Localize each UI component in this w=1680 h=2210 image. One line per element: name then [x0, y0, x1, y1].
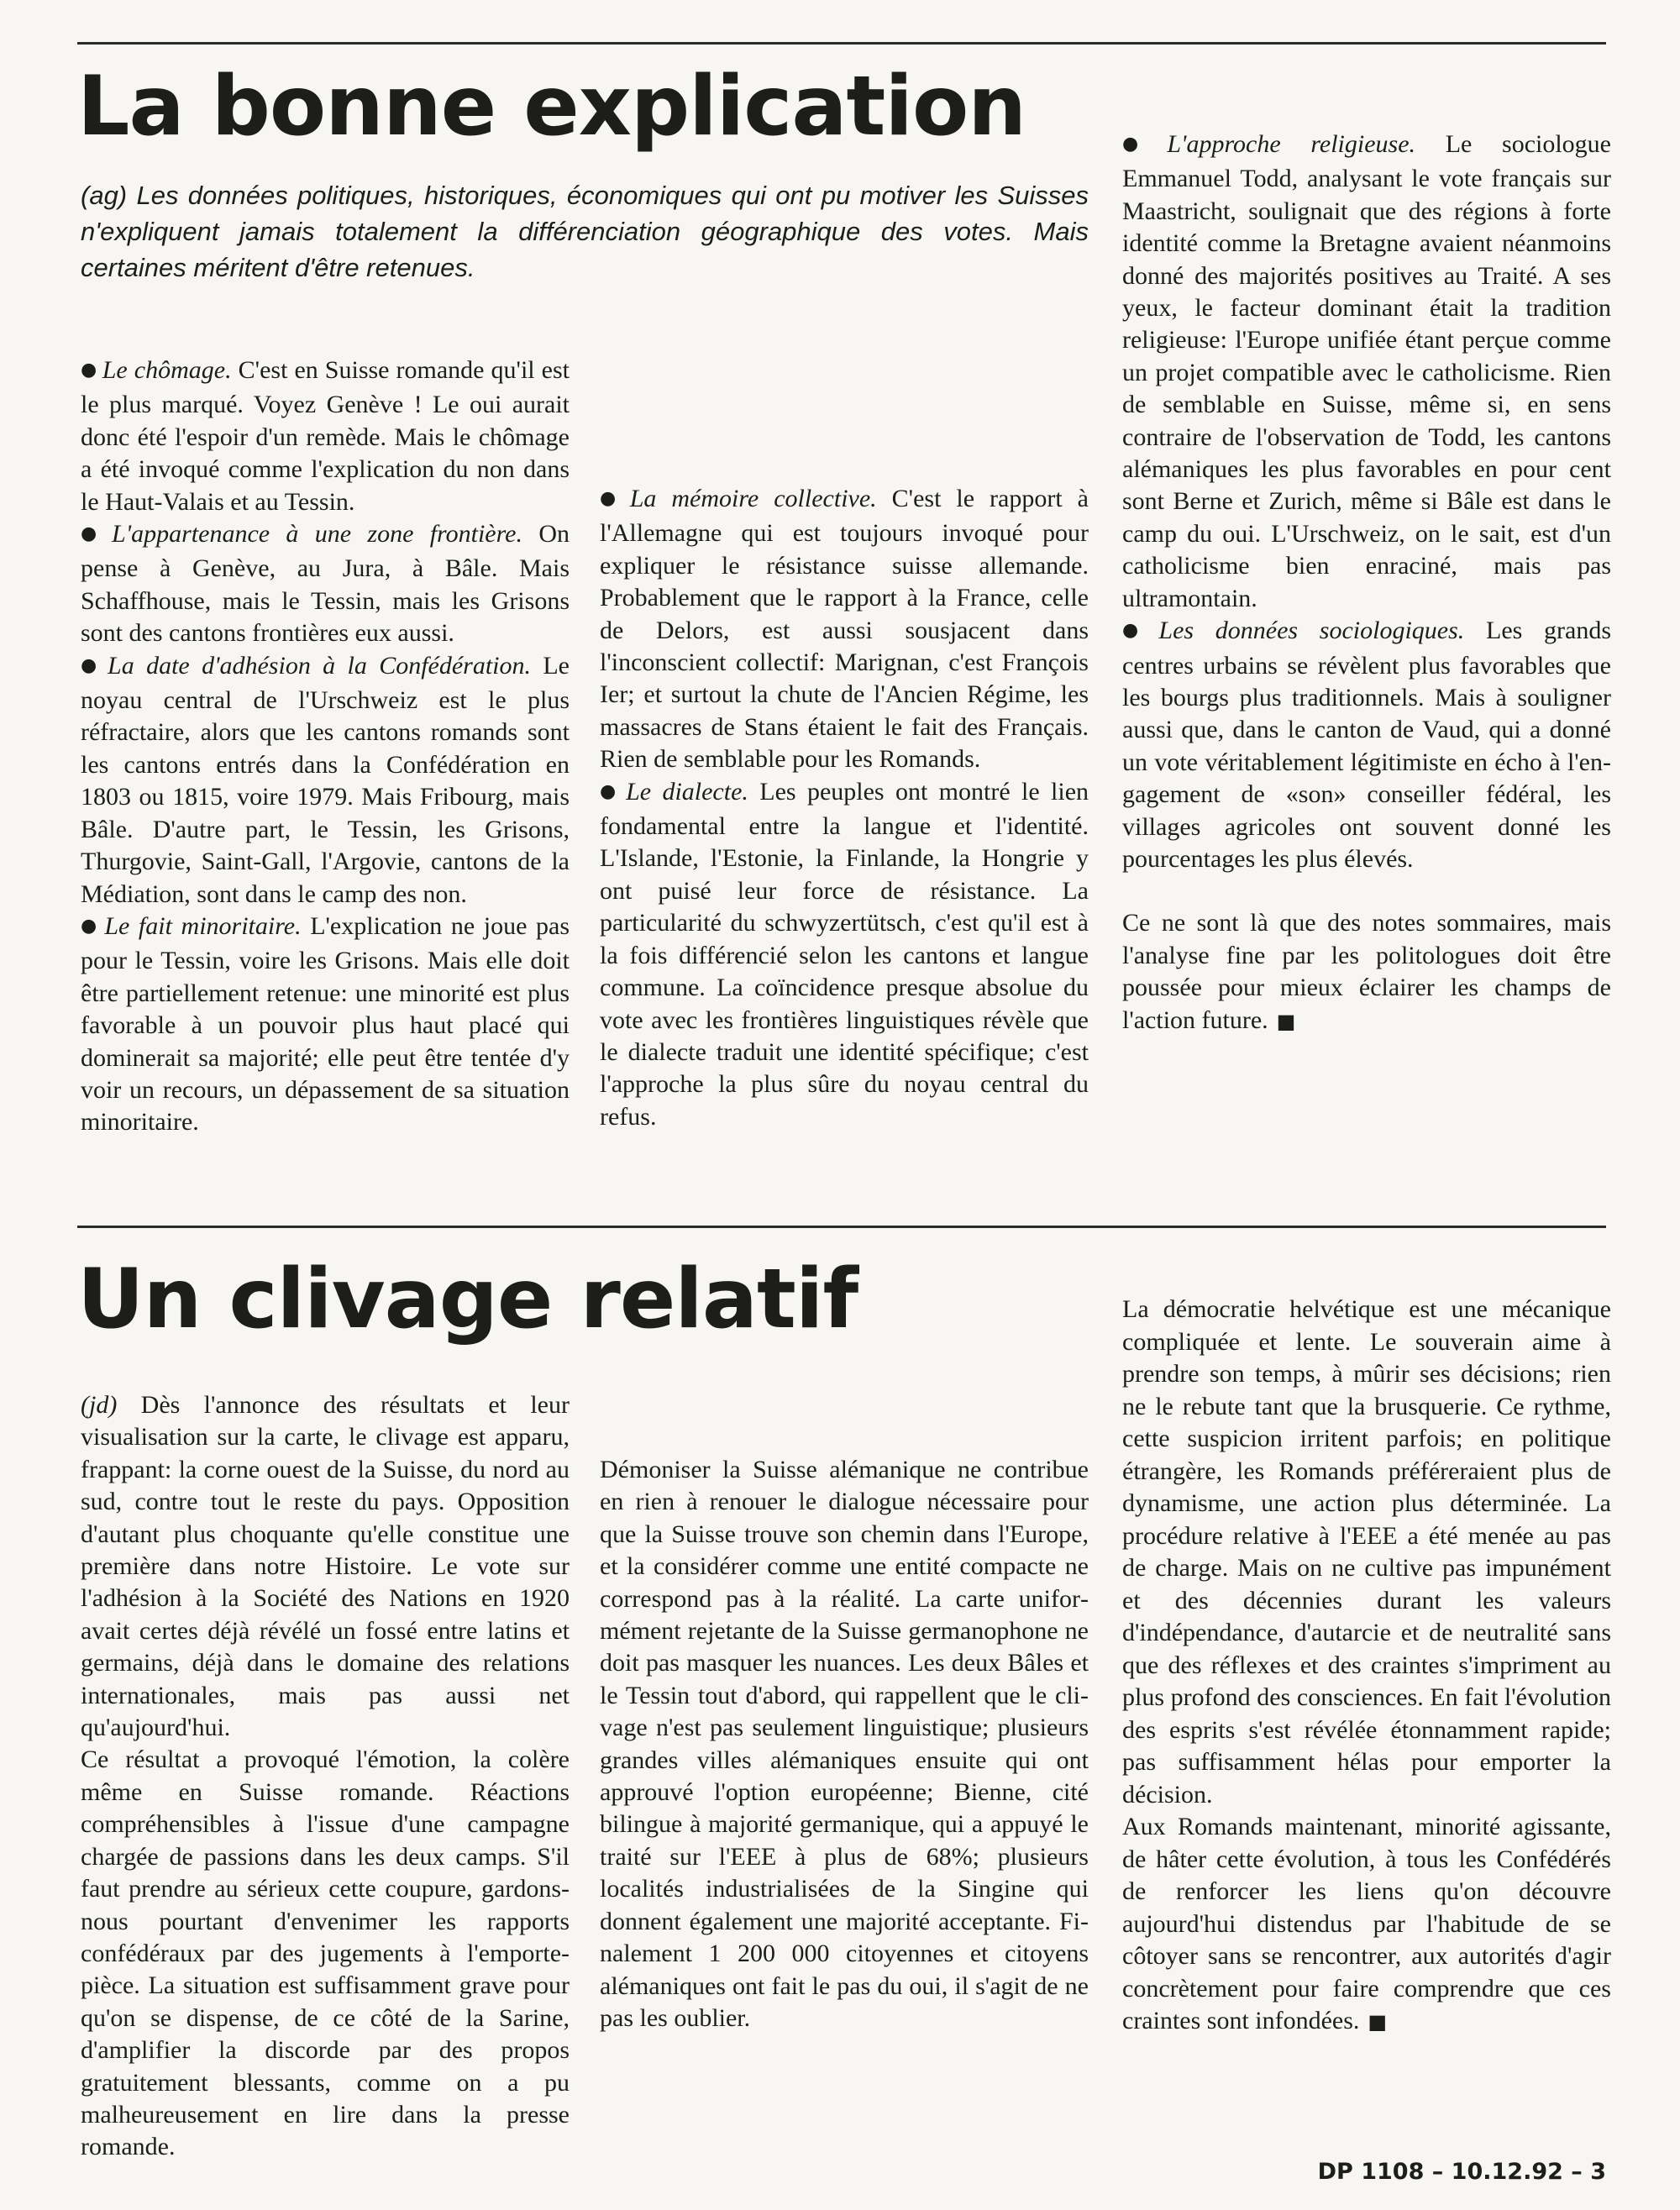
bullet-icon: ● [81, 523, 108, 545]
article2-paragraph-1: (jd) Dès l'annonce des résultats et leur visualisation sur la carte, le clivage est apparu, frappant: la corne ouest de la Suisse, du nord au sud, contre tout le reste du pays. Opposition d'autant plus choquante qu'elle constitue une première dans notre Histoire. Le vote sur l'adhésion à la Société des Nations en 1920 avait certes déjà révélé un fossé entre latins et germains, déjà dans le domaine des relations internationales, mais pas aussi net qu'aujourd'hui. [81, 1391, 570, 1742]
article2-paragraph-3: Démoniser la Suisse alémanique ne contribue en rien à renouer le dialogue nécessaire pour que la Suisse trouve son chemin dans l'Europe, et la considérer comme une entité compacte ne correspond pas à la réalité. La carte uniformément rejetante de la Suisse germanophone ne doit pas masquer les nuances. Les deux Bâles et le Tessin tout d'abord, qui rappellent que le clivage n'est pas seulement linguistique; plusieurs grandes villes alémaniques ensuite qui ont approuvé l'option européenne; Bienne, cité bilingue à majorité germanique, qui a appuyé le traité sur l'EEE à plus de 68%; plusieurs localités industrialisées de la Singine qui donnent également une majorité acceptante. Finalement 1 200 000 citoyennes et citoyens alémaniques ont fait le pas du oui, il s'agit de ne pas les oublier. [600, 1456, 1089, 2032]
item-memoire-collective: ● La mémoire collective. C'est le rapport à l'Allemagne qui est toujours invoqué pour expliquer le résistance suisse allemande. Probablement que le rapport à la France, celle de Delors, est aussi sousjacent dans l'inconscient collectif: Marignan, c'est François Ier; et surtout la chute de l'Ancien Régime, les massacres de Stans étaient le fait des Français. Rien de semblable pour les Romands. [600, 485, 1089, 774]
item-donnees-sociologiques: ● Les données sociologiques. Les grands centres urbains se révèlent plus favorables que les bourgs plus traditionnels. Mais à souligner aussi que, dans le canton de Vaud, qui a donné un vote véritablement légitimiste en écho à l'engagement de «son» conseiller fédéral, les villages agricoles ont souvent donné les pourcentages les plus élevés. [1122, 617, 1612, 873]
top-rule [77, 42, 1606, 45]
end-square-icon: ■ [1276, 1009, 1296, 1033]
page-footer: DP 1108 – 10.12.92 – 3 [1317, 2159, 1606, 2185]
item-chomage: ● Le chômage. C'est en Suisse romande qu'il est le plus marqué. Voyez Genève ! Le oui aurait donc été l'espoir d'un remède. Mais le chômage a été invoqué comme l'explication du non dans le Haut-Valais et au Tessin. [81, 356, 570, 516]
article2-title: Un clivage relatif [77, 1252, 858, 1347]
article2-paragraph-4: La démocratie helvétique est une mécanique compliquée et lente. Le souverain aime à prendre son temps, à mûrir ses décisions; rien ne le rebute tant que la brusquerie. Ce rythme, cette suspicion irritent parfois; en politique étrangère, les Romands préféreraient plus de dynamisme, une action plus déterminée. La procédure relative à l'EEE a été menée au pas de charge. Mais on ne cultive pas impunément et des décennies durant les valeurs d'indépendance, d'autarcie et de neutralité sans que des réflexes et des craintes s'impriment au plus profond des consciences. En fait l'évolution des esprits s'est révélée étonnamment rapide; pas suffisamment hélas pour emporter la décision. [1122, 1295, 1611, 1808]
article1-title: La bonne explication [77, 59, 1026, 155]
middle-rule [77, 1226, 1606, 1228]
article1-column-2 [600, 483, 1089, 1133]
article2-paragraph-5: Aux Romands maintenant, minorité agissante, de hâter cette évolution, à tous les Confédérés de renforcer les liens qu'on découvre aujourd'hui distendus par l'habitude de se côtoyer sans se rencontrer, aux autorités d'agir concrètement pour faire comprendre que ces craintes sont infondées. ■ [1122, 1813, 1611, 2034]
article2-author: (jd) [81, 1391, 118, 1419]
article1-conclusion: Ce ne sont là que des notes sommaires, mais l'analyse fine par les politologues doit être poussée pour mieux éclairer les champs de l'action future. ■ [1122, 909, 1611, 1034]
bullet-icon: ● [81, 915, 100, 937]
bullet-icon: ● [81, 654, 103, 676]
article1-column-1 [81, 354, 570, 1139]
item-dialecte: ● Le dialecte. Les peuples ont montré le lien fondamental entre la langue et l'identité. L'Islande, l'Estonie, la Finlande, la Hongrie y ont puisé leur force de résistance. La particularité du schwyzertütsch, c'est qu'il est à la fois différencié selon les cantons et langue commune. La coïncidence presque absolue du vote avec les frontières linguistiques révèle que le dialecte traduit une identité spécifique; c'est l'approche la plus sûre du noyau central du refus. [600, 777, 1089, 1131]
item-date-adhesion: ● La date d'adhésion à la Confédération. Le noyau central de l'Urschweiz est le plus réfractaire, alors que les cantons romands sont les cantons entrés dans la Confédération en 1803 ou 1815, voire 1979. Mais Fribourg, mais Bâle. D'autre part, le Tessin, les Grisons, Thurgovie, Saint-Gall, l'Argovie, cantons de la Médiation, sont dans le camp des non. [81, 651, 570, 908]
article2-column-2 [600, 1454, 1089, 2034]
bullet-icon: ● [1122, 620, 1154, 642]
item-approche-religieuse: ● L'approche religieuse. Le sociologue Emmanuel Todd, analysant le vote français sur Maastricht, soulignait que des régions à forte identité comme la Bretagne avaient néanmoins donné des majorités positives au Traité. A ses yeux, le facteur dominant était la tradition religieuse: l'Europe unifiée étant perçue comme un projet compatible avec le catholicisme. Rien de semblable en Suisse, même si, en sens contraire de l'observation de Todd, les cantons alémaniques les plus favorables en pour cent sont Berne et Zurich, même si Bâle est dans le camp du oui. L'Urschweiz, on le sait, est d'un catholicisme bien enraciné, mais pas ultramontain. [1122, 130, 1611, 612]
bullet-icon: ● [600, 488, 625, 509]
item-zone-frontiere: ● L'appartenance à une zone frontière. On pense à Genève, au Jura, à Bâle. Mais Schaffhouse, mais le Tessin, mais les Grisons sont des cantons frontières eux aussi. [81, 520, 570, 648]
end-square-icon: ■ [1368, 2010, 1388, 2034]
article1-lead: (ag) Les données politiques, historiques, économiques qui ont pu motiver les Suisses n'expliquent jamais totalement la différenciation géographique des votes. Mais certaines méritent d'être retenues. [81, 181, 1089, 282]
bullet-icon: ● [81, 360, 97, 381]
item-fait-minoritaire: ● Le fait minoritaire. L'explication ne joue pas pour le Tessin, voire les Grisons. Mais elle doit être partiellement retenue: une minorité est plus favorable à un pouvoir plus haut placé qui dominerait sa majorité; elle peut être tentée d'y voir un recours, un dépassement de sa situation minoritaire. [81, 911, 570, 1136]
article1-column-3 [1122, 129, 1611, 1037]
article2-column-1 [81, 1389, 570, 2164]
bullet-icon: ● [600, 780, 622, 802]
article2-column-3 [1122, 1294, 1611, 2039]
bullet-icon: ● [1122, 134, 1163, 155]
article2-paragraph-2: Ce résultat a provoqué l'émotion, la colère même en Suisse romande. Réactions compréhensibles à l'issue d'une campagne chargée de passions dans les deux camps. S'il faut prendre au sérieux cette coupure, gardons-nous pourtant d'envenimer les rapports confédéraux par des jugements à l'emporte-pièce. La situation est suffisamment grave pour qu'on se dispense, de ce côté de la Sarine, d'amplifier la discorde par des propos gratuitement blessants, comme on a pu malheureusement en lire dans la presse romande. [81, 1745, 570, 2161]
